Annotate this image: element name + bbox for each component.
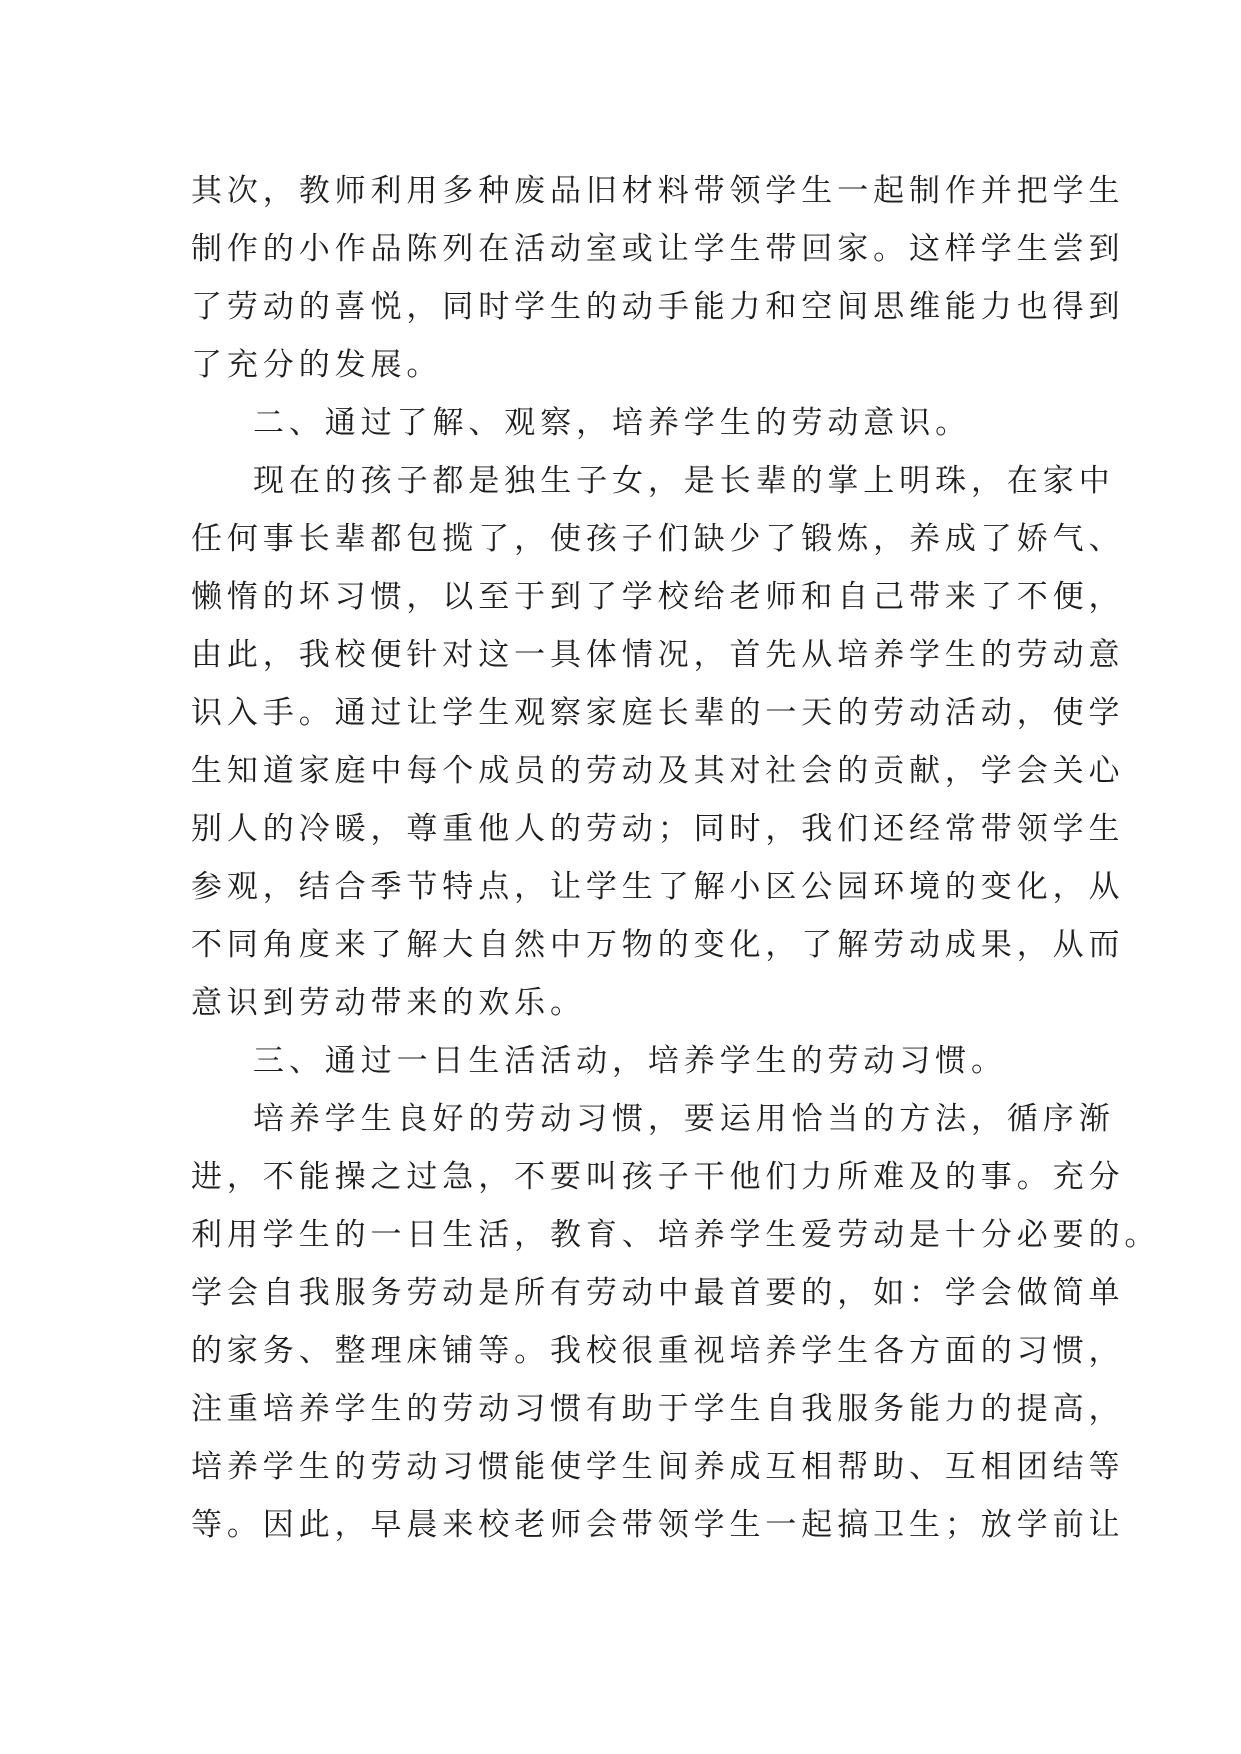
text-line: 的家务、整理床铺等。我校很重视培养学生各方面的习惯， xyxy=(191,1333,1125,1369)
text-line: 三、通过一日生活活动，培养学生的劳动习惯。 xyxy=(253,1043,1007,1079)
text-line: 由此，我校便针对这一具体情况，首先从培养学生的劳动意 xyxy=(191,637,1125,673)
document-body xyxy=(191,162,1161,1554)
text-line: 其次，教师利用多种废品旧材料带领学生一起制作并把学生 xyxy=(191,173,1125,209)
text-line: 培养学生的劳动习惯能使学生间养成互相帮助、互相团结等 xyxy=(191,1449,1125,1485)
text-line: 任何事长辈都包揽了，使孩子们缺少了锻炼，养成了娇气、 xyxy=(191,521,1125,557)
text-line: 意识到劳动带来的欢乐。 xyxy=(191,985,586,1021)
text-line: 进，不能操之过急，不要叫孩子干他们力所难及的事。充分 xyxy=(191,1159,1125,1195)
text-line: 现在的孩子都是独生子女，是长辈的掌上明珠，在家中 xyxy=(253,463,1115,499)
text-line: 了充分的发展。 xyxy=(191,347,443,383)
text-line: 注重培养学生的劳动习惯有助于学生自我服务能力的提高， xyxy=(191,1391,1125,1427)
text-line: 参观，结合季节特点，让学生了解小区公园环境的变化，从 xyxy=(191,869,1125,905)
text-line: 了劳动的喜悦，同时学生的动手能力和空间思维能力也得到 xyxy=(191,289,1125,325)
text-line: 学会自我服务劳动是所有劳动中最首要的，如：学会做简单 xyxy=(191,1275,1125,1311)
text-line: 懒惰的坏习惯，以至于到了学校给老师和自己带来了不便， xyxy=(191,579,1125,615)
text-line: 不同角度来了解大自然中万物的变化，了解劳动成果，从而 xyxy=(191,927,1125,963)
text-line: 二、通过了解、观察，培养学生的劳动意识。 xyxy=(253,405,971,441)
text-line: 培养学生良好的劳动习惯，要运用恰当的方法，循序渐 xyxy=(253,1101,1115,1137)
text-line: 识入手。通过让学生观察家庭长辈的一天的劳动活动，使学 xyxy=(191,695,1125,731)
text-line: 生知道家庭中每个成员的劳动及其对社会的贡献，学会关心 xyxy=(191,753,1125,789)
text-line: 制作的小作品陈列在活动室或让学生带回家。这样学生尝到 xyxy=(191,231,1125,267)
text-line: 等。因此，早晨来校老师会带领学生一起搞卫生；放学前让 xyxy=(191,1507,1125,1543)
text-line: 别人的冷暖，尊重他人的劳动；同时，我们还经常带领学生 xyxy=(191,811,1125,847)
text-line: 利用学生的一日生活，教育、培养学生爱劳动是十分必要的。 xyxy=(191,1217,1161,1253)
